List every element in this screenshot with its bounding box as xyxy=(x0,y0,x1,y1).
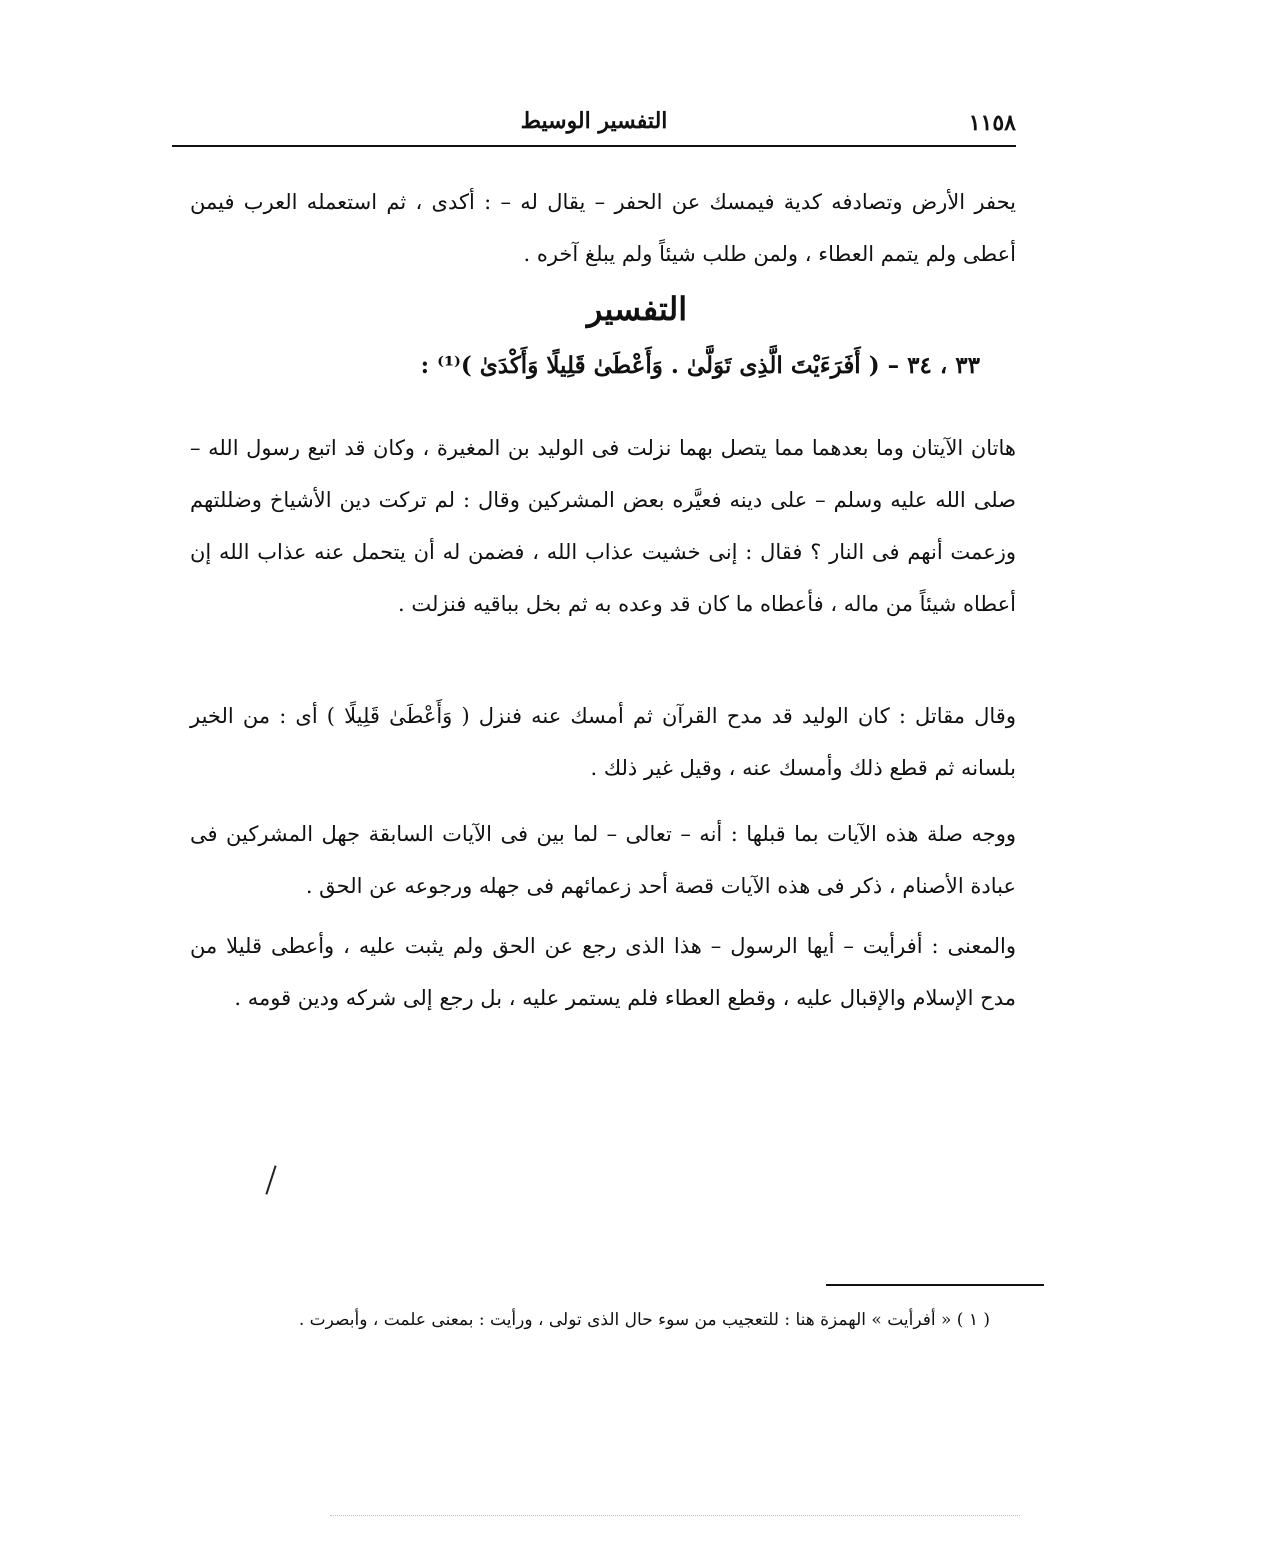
body-block-3 xyxy=(190,808,1016,912)
body-block-2 xyxy=(190,690,1016,794)
intro-paragraph: يحفر الأرض وتصادفه كدية فيمسك عن الحفر – يقال له – : أكدى ، ثم استعمله العرب فيمن أعطى ولم يتمم العطاء ، ولمن طلب شيئاً ولم يبلغ آخره . xyxy=(190,190,1016,266)
body-paragraph-1: هاتان الآيتان وما بعدهما مما يتصل بهما نزلت فى الوليد بن المغيرة ، وكان قد اتبع رسول الله – صلى الله عليه وسلم – على دينه فعيَّره بعض المشركين وقال : لم تركت دين الأشياخ وضللتهم وزعمت أنهم فى النار ؟ فقال : إنى خشيت عذاب الله ، فضمن له أن يتحمل عنه عذاب الله إن أعطاه شيئاً من ماله ، فأعطاه ما كان قد وعده به ثم بخل بباقيه فنزلت . xyxy=(190,436,1016,616)
footnote-rule xyxy=(826,1284,1044,1286)
section-heading: التفسير xyxy=(586,290,688,328)
page-number: ١١٥٨ xyxy=(968,110,1016,136)
body-block-4 xyxy=(190,920,1016,1024)
intro-block xyxy=(190,176,1016,280)
page-header xyxy=(172,102,1016,142)
body-paragraph-2: وقال مقاتل : كان الوليد قد مدح القرآن ثم أمسك عنه فنزل ( وَأَعْطَىٰ قَلِيلًا ) أى : من الخير بلسانه ثم قطع ذلك وأمسك عنه ، وقيل غير ذلك . xyxy=(190,704,1016,780)
stray-pen-mark xyxy=(265,1165,276,1194)
body-block-1 xyxy=(190,422,1016,630)
body-paragraph-3: ووجه صلة هذه الآيات بما قبلها : أنه – تعالى – لما بين فى الآيات السابقة جهل المشركين فى عبادة الأصنام ، ذكر فى هذه الآيات قصة أحد زعمائهم فى جهله ورجوعه عن الحق . xyxy=(190,822,1016,898)
verse-line: ٣٣ ، ٣٤ – ( أَفَرَءَيْتَ الَّذِى تَوَلَّىٰ . وَأَعْطَىٰ قَلِيلًا وَأَكْدَىٰ )⁽¹⁾ : xyxy=(420,352,980,379)
body-paragraph-4: والمعنى : أفرأيت – أيها الرسول – هذا الذى رجع عن الحق ولم يثبت عليه ، وأعطى قليلا من مدح الإسلام والإقبال عليه ، وقطع العطاء فلم يستمر عليه ، بل رجع إلى شركه ودين قومه . xyxy=(190,934,1016,1010)
header-rule xyxy=(172,145,1016,147)
scan-noise xyxy=(330,1515,1020,1518)
footnote: ( ١ ) « أفرأيت » الهمزة هنا : للتعجيب من سوء حال الذى تولى ، ورأيت : بمعنى علمت ، وأبصرت . xyxy=(298,1310,990,1330)
running-title: التفسير الوسيط xyxy=(520,108,668,134)
